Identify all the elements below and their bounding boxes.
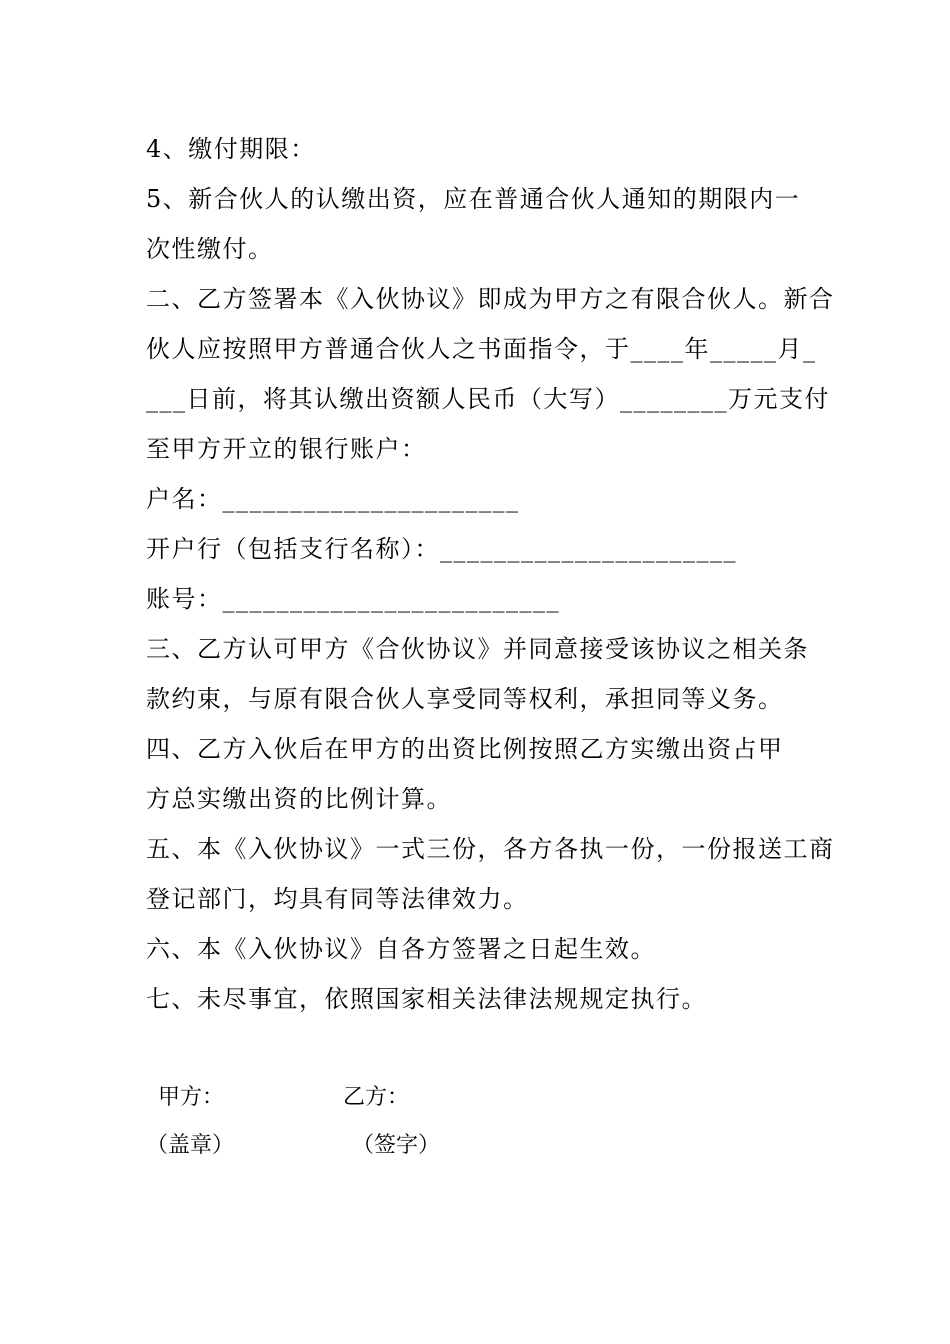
clause-2-line-1: 二、乙方签署本《入伙协议》即成为甲方之有限合伙人。新合 bbox=[146, 285, 835, 313]
clause-3-line-2: 款约束，与原有限合伙人享受同等权利，承担同等义务。 bbox=[146, 685, 784, 713]
party-b-sign-note: （签字） bbox=[352, 1133, 441, 1158]
account-number-field: 账号：_________________________ bbox=[146, 585, 560, 613]
clause-2-line-2: 伙人应按照甲方普通合伙人之书面指令，于____年_____月_ bbox=[146, 335, 817, 363]
clause-4-line-1: 四、乙方入伙后在甲方的出资比例按照乙方实缴出资占甲 bbox=[146, 735, 784, 763]
clause-2-line-3: ___日前，将其认缴出资额人民币（大写）________万元支付 bbox=[146, 385, 830, 413]
account-name-field: 户名：______________________ bbox=[146, 485, 520, 513]
clause-5-line-2: 次性缴付。 bbox=[146, 235, 274, 263]
clause-payment-deadline: 4、缴付期限： bbox=[146, 135, 316, 163]
clause-5b-line-2: 登记部门，均具有同等法律效力。 bbox=[146, 885, 529, 913]
bank-branch-field: 开户行（包括支行名称）：______________________ bbox=[146, 535, 737, 563]
clause-7: 七、未尽事宜，依照国家相关法律法规规定执行。 bbox=[146, 985, 707, 1013]
clause-3-line-1: 三、乙方认可甲方《合伙协议》并同意接受该协议之相关条 bbox=[146, 635, 809, 663]
clause-5-line-1: 5、新合伙人的认缴出资，应在普通合伙人通知的期限内一 bbox=[146, 185, 801, 213]
clause-2-line-4: 至甲方开立的银行账户： bbox=[146, 435, 427, 463]
party-a-seal-note: （盖章） bbox=[146, 1133, 235, 1158]
clause-5b-line-1: 五、本《入伙协议》一式三份，各方各执一份，一份报送工商 bbox=[146, 835, 835, 863]
clause-6: 六、本《入伙协议》自各方签署之日起生效。 bbox=[146, 935, 656, 963]
clause-4-line-2: 方总实缴出资的比例计算。 bbox=[146, 785, 452, 813]
party-b-label: 乙方： bbox=[343, 1085, 410, 1110]
party-a-label: 甲方： bbox=[158, 1085, 225, 1110]
